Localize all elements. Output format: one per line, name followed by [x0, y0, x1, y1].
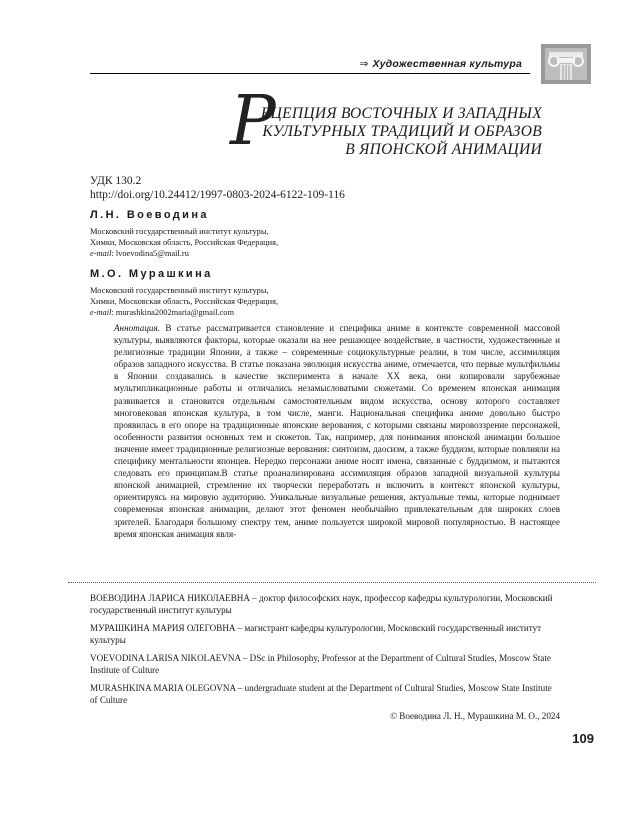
section-label — [360, 58, 522, 70]
email-address-2[interactable]: : murashkina2002maria@gmail.com — [111, 308, 235, 317]
author-name-2: М.О. Мурашкина — [90, 268, 213, 280]
author-note-1: ВОЕВОДИНА ЛАРИСА НИКОЛАЕВНА – доктор философских наук, профессор кафедры культурологии, Московский государственный институт культуры — [90, 593, 553, 616]
article-title — [230, 82, 550, 166]
author-institute-1: Московский государственный институт культуры, — [90, 227, 269, 236]
author-note-3: VOEVODINA LARISA NIKOLAEVNA – DSc in Philosophy, Professor at the Department of Cultural Studies, Moscow State Institute of Culture — [90, 653, 551, 676]
author-note-2: МУРАШКИНА МАРИЯ ОЛЕГОВНА – магистрант кафедры культурологии, Московский государственный институт культуры — [90, 623, 542, 646]
author-institute-2: Московский государственный институт культуры, — [90, 286, 269, 295]
author-email-2 — [90, 307, 390, 318]
author-affiliation-1 — [90, 226, 390, 259]
email-address-1[interactable]: : lvoevodina5@mail.ru — [111, 249, 189, 258]
title-line-2: КУЛЬТУРНЫХ ТРАДИЦИЙ И ОБРАЗОВ — [262, 123, 542, 140]
author-note-4: MURASHKINA MARIA OLEGOVNA – undergraduate student at the Department of Cultural Studies, Moscow State Institute of Culture — [90, 683, 552, 706]
title-line-1: ЕЦЕПЦИЯ ВОСТОЧНЫХ И ЗАПАДНЫХ — [260, 105, 542, 122]
page-number: 109 — [572, 731, 594, 746]
email-label: e-mail — [90, 249, 112, 258]
author-email-1 — [90, 248, 390, 259]
abstract-label: Аннотация. — [114, 323, 160, 333]
author-city-2: Химки, Московская область, Российская Федерация, — [90, 297, 279, 306]
footnote-separator — [68, 582, 596, 583]
author-affiliation-2 — [90, 285, 390, 318]
title-line-3: В ЯПОНСКОЙ АНИМАЦИИ — [345, 141, 542, 158]
header-rule — [90, 73, 530, 74]
abstract — [114, 322, 560, 540]
email-label: e-mail — [90, 308, 112, 317]
arrow-icon: ⇒ — [359, 58, 369, 70]
abstract-text: В статье рассматривается становление и специфика аниме в контексте современной массовой культуры, выявляются факторы, которые оказали на нее решающее воздействие, в частности, художественные и религиозные традиции Японии, а также – современные социокультурные реалии, в том числе, ассимиляция образов западного искусства. В статье показана эволюция искусства аниме, отмечается, что первые мультфильмы в Японии создавались в качестве эксперимента в начале XX века, они копировали зарубежные мультипликационные работы и отличались незамысловатыми сюжетами. Со временем японская анимация развивается и становится отдельным самостоятельным видом искусства, основу которого составляет многовековая японская культура, в том числе, манги. Национальная специфика аниме довольно быстро проявилась в его опоре на традиционные японские верования, с которыми связаны мировоззрение персонажей, особенности развития основных тем и сюжетов. Так, например, для понимания японской анимации большое значение имеет традиционные религиозные верования: синтоизм, даосизм, а также буддизм, которые повлияли на специфику ментальности японцев. Нередко персонажи аниме носят имена, связанные с буддизмом, и пытаются следовать его принципам.В статье проанализирована ассимиляция образов западной визуальной культуры японской анимацией, стремление их творчески переработать и включить в контекст японской культуры, ориентируясь на мировую аудиторию. Уникальные визуальные решения, актуальные темы, которые поднимает современная японская анимации, делают этот феномен необычайно привлекательным для широких слоев зрителей. Благодаря большому спектру тем, аниме пользуется широкой мировой популярностью. В настоящее время японская анимация явля- — [114, 323, 560, 539]
copyright-notice: © Воеводина Л. Н., Мурашкина М. О., 2024 — [390, 711, 560, 721]
title-drop-cap: Р — [230, 82, 276, 161]
column-capital-icon — [541, 44, 591, 84]
doi-link[interactable]: http://doi.org/10.24412/1997-0803-2024-6122-109-116 — [90, 189, 345, 201]
author-name-1: Л.Н. Воеводина — [90, 209, 209, 221]
author-city-1: Химки, Московская область, Российская Федерация, — [90, 238, 279, 247]
section-title: Художественная культура — [372, 58, 522, 70]
udk-code: УДК 130.2 — [90, 175, 142, 187]
